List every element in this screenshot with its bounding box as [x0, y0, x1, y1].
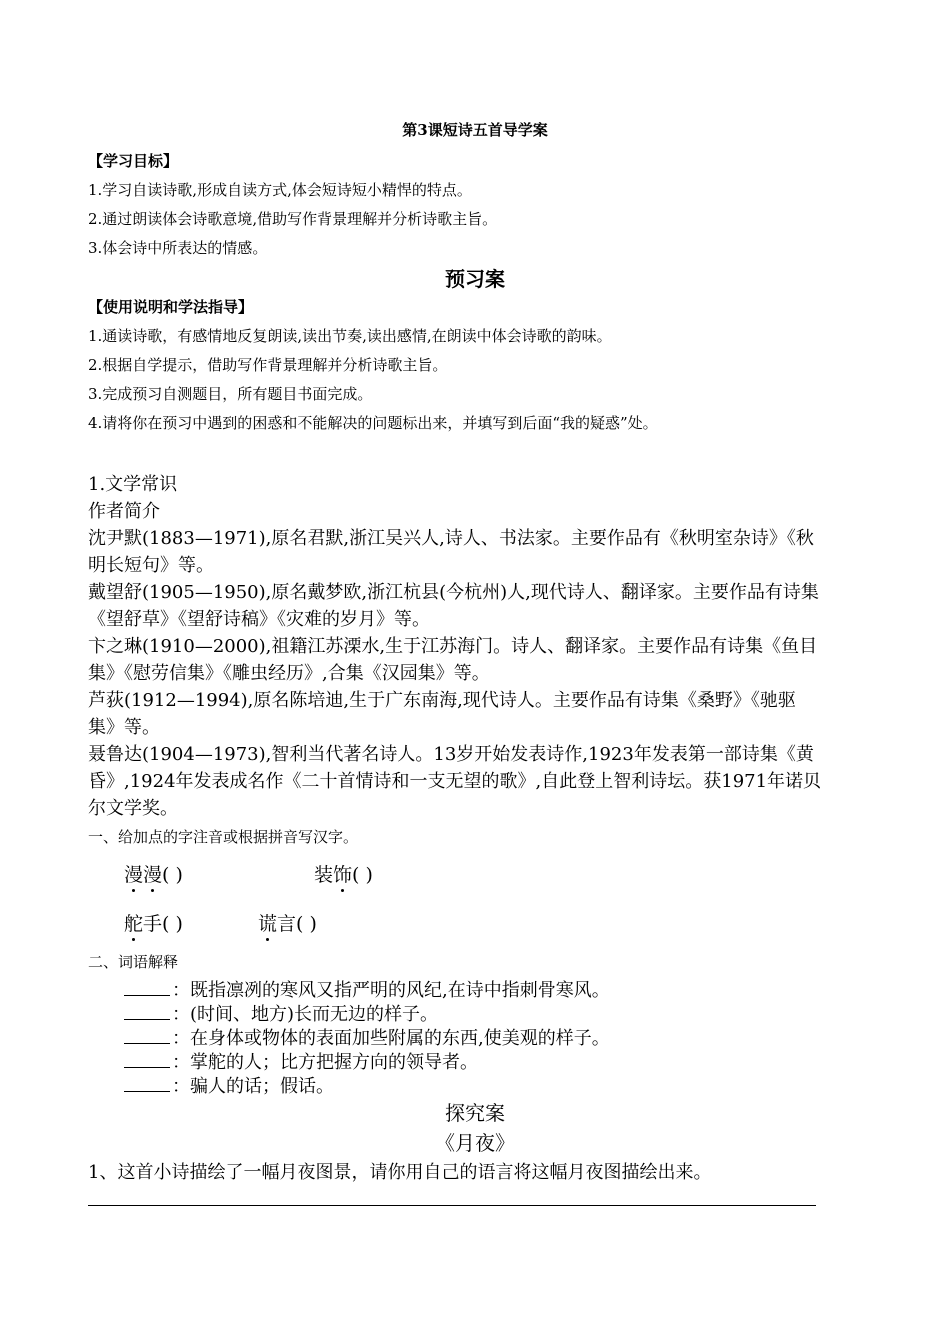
- author-line: 尔文学奖。: [88, 798, 178, 819]
- author-line: 沈尹默(1883—1971),原名君默,浙江吴兴人,诗人、书法家。主要作品有《秋明室杂诗》《秋: [88, 528, 814, 549]
- pinyin-item-manman[interactable]: 漫漫( ): [124, 860, 183, 887]
- vocab-item: ：骗人的话；假话。: [124, 1072, 334, 1098]
- author-line: 昏》,1924年发表成名作《二十首情诗和一支无望的歌》,自此登上智利诗坛。获1971年诺贝: [88, 771, 822, 792]
- objectives-heading: 【学习目标】: [88, 152, 179, 170]
- inquiry-question: 1、这首小诗描绘了一幅月夜图景，请你用自己的语言将这幅月夜图描绘出来。: [88, 1162, 712, 1183]
- literature-heading: 1.文学常识: [88, 474, 178, 495]
- author-line: 明长短句》等。: [88, 555, 214, 576]
- answer-blank[interactable]: [124, 1052, 170, 1068]
- answer-line[interactable]: [88, 1205, 816, 1206]
- answer-blank[interactable]: [124, 1028, 170, 1044]
- objective-item: 3.体会诗中所表达的情感。: [88, 239, 268, 257]
- author-line: 聂鲁达(1904—1973),智利当代著名诗人。13岁开始发表诗作,1923年发表第一部诗集《黄: [88, 744, 814, 765]
- author-line: 卞之琳(1910—2000),祖籍江苏溧水,生于江苏海门。诗人、翻译家。主要作品有诗集《鱼目: [88, 636, 818, 657]
- author-line: 戴望舒(1905—1950),原名戴梦欧,浙江杭县(今杭州)人,现代诗人、翻译家。主要作品有诗集: [88, 582, 819, 603]
- pinyin-heading: 一、给加点的字注音或根据拼音写汉字。: [88, 828, 359, 846]
- guide-item: 1.通读诗歌，有感情地反复朗读,读出节奏,读出感情,在朗读中体会诗歌的韵味。: [88, 327, 612, 345]
- answer-blank[interactable]: [124, 1004, 170, 1020]
- guide-item: 2.根据自学提示，借助写作背景理解并分析诗歌主旨。: [88, 356, 448, 374]
- guide-item: 3.完成预习自测题目，所有题目书面完成。: [88, 385, 373, 403]
- answer-blank[interactable]: [124, 1076, 170, 1092]
- author-line: 芦荻(1912—1994),原名陈培迪,生于广东南海,现代诗人。主要作品有诗集《桑野》《驰驱: [88, 690, 796, 711]
- inquiry-heading: 探究案: [445, 1101, 505, 1125]
- guide-heading: 【使用说明和学法指导】: [88, 298, 254, 316]
- preview-heading: 预习案: [445, 267, 505, 291]
- author-intro-heading: 作者简介: [88, 501, 160, 522]
- author-line: 集》《慰劳信集》《雕虫经历》,合集《汉园集》等。: [88, 663, 490, 684]
- vocab-item: ：既指凛冽的寒风又指严明的风纪,在诗中指刺骨寒风。: [124, 976, 610, 1002]
- page-title: 第3课短诗五首导学案: [402, 121, 548, 139]
- pinyin-item-duoshou[interactable]: 舵手( ): [124, 909, 183, 936]
- vocab-item: ：掌舵的人；比方把握方向的领导者。: [124, 1048, 478, 1074]
- author-line: 集》等。: [88, 717, 160, 738]
- vocab-item: ：(时间、地方)长而无边的样子。: [124, 1000, 438, 1026]
- pinyin-item-huangyan[interactable]: 谎言( ): [258, 909, 317, 936]
- objective-item: 2.通过朗读体会诗歌意境,借助写作背景理解并分析诗歌主旨。: [88, 210, 498, 228]
- pinyin-item-zhuangshi[interactable]: 装饰( ): [314, 860, 373, 887]
- vocab-item: ：在身体或物体的表面加些附属的东西,使美观的样子。: [124, 1024, 610, 1050]
- poem-title: 《月夜》: [435, 1131, 515, 1155]
- guide-item: 4.请将你在预习中遇到的困惑和不能解决的问题标出来，并填写到后面“我的疑惑”处。: [88, 414, 658, 432]
- answer-blank[interactable]: [124, 980, 170, 996]
- objective-item: 1.学习自读诗歌,形成自读方式,体会短诗短小精悍的特点。: [88, 181, 472, 199]
- author-line: 《望舒草》《望舒诗稿》《灾难的岁月》等。: [88, 609, 430, 630]
- vocab-heading: 二、词语解释: [88, 953, 179, 971]
